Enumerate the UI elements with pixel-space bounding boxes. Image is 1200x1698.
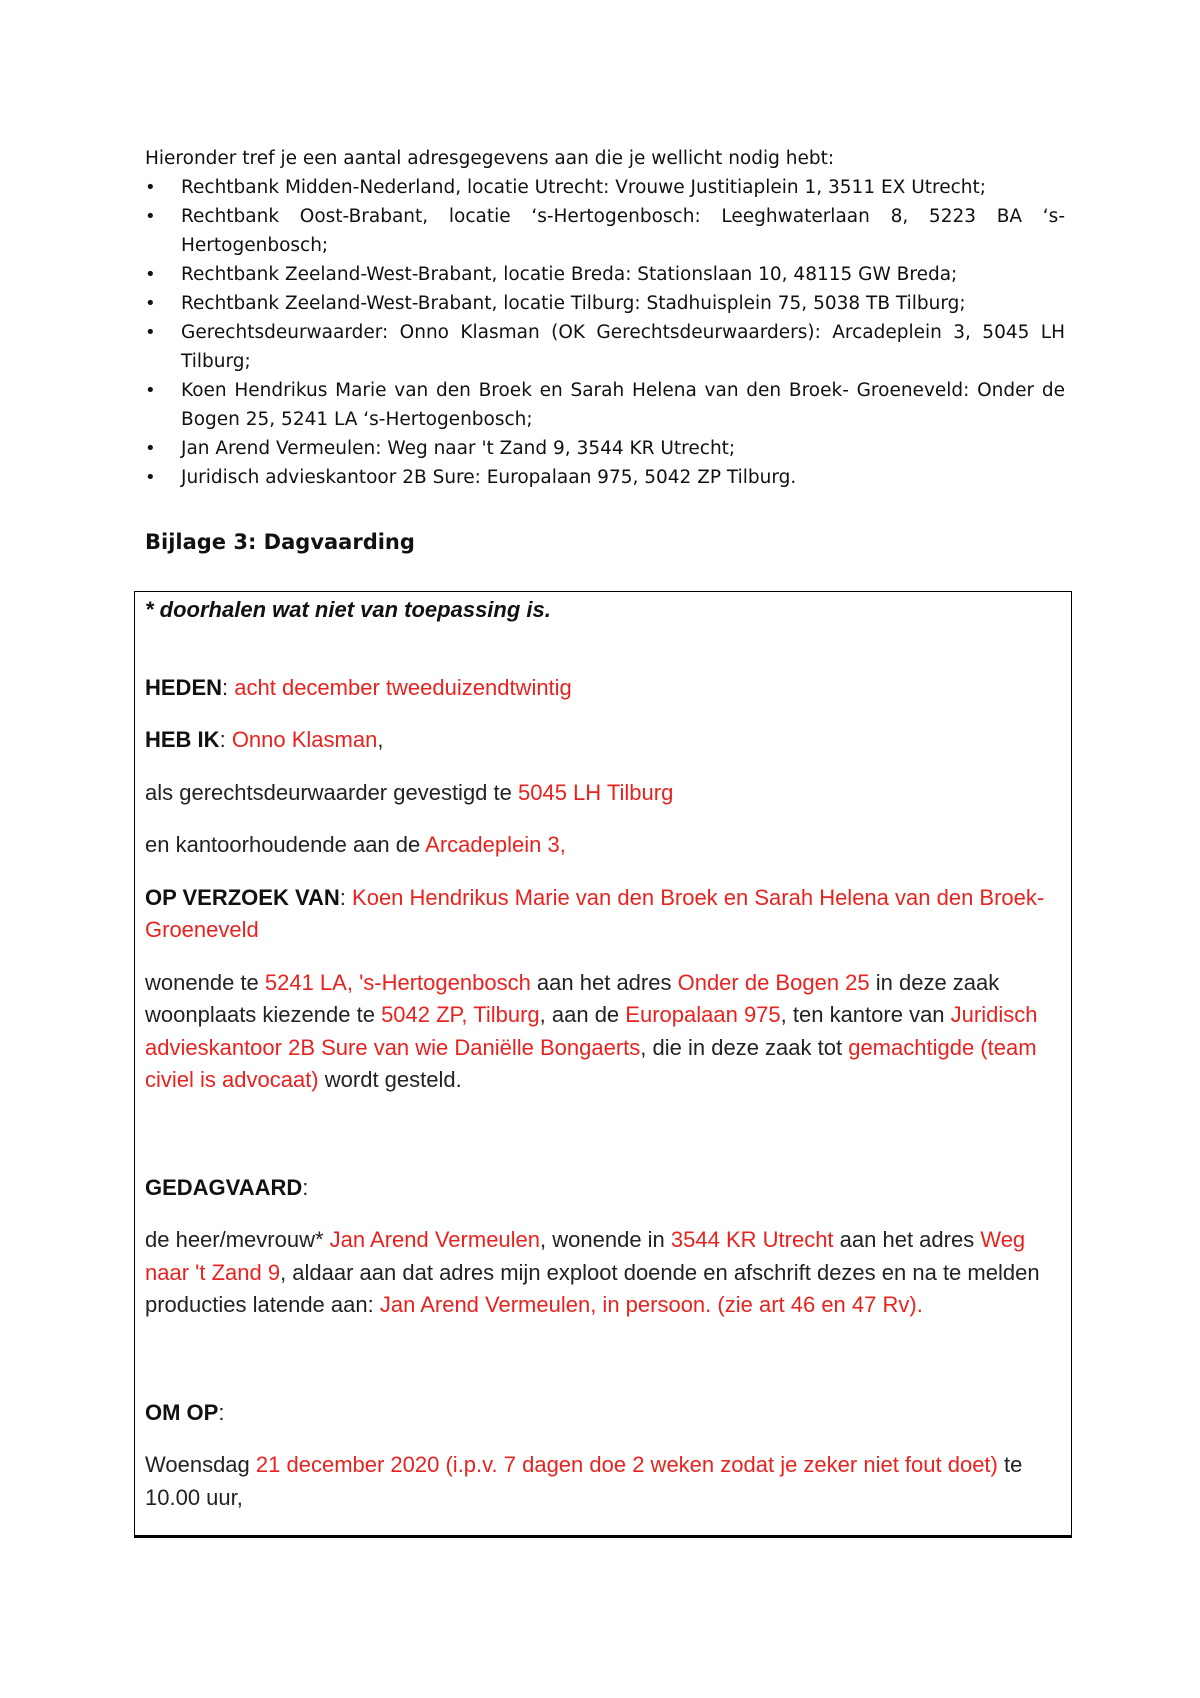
address-item: • Rechtbank Zeeland-West-Brabant, locatie Tilburg: Stadhuisplein 75, 5038 TB Tilburg; (145, 289, 1065, 318)
address-item: • Rechtbank Midden-Nederland, locatie Utrecht: Vrouwe Justitiaplein 1, 3511 EX Utrecht; (145, 173, 1065, 202)
kantoor-value: Arcadeplein 3, (425, 832, 566, 857)
dagvaarding-form (134, 591, 1072, 1538)
address-item: • Gerechtsdeurwaarder: Onno Klasman (OK Gerechtsdeurwaarders): Arcadeplein 3, 5045 LH Tilburg; (145, 318, 1065, 376)
address-item: • Rechtbank Zeeland-West-Brabant, locatie Breda: Stationslaan 10, 48115 GW Breda; (145, 260, 1065, 289)
hebik-value: Onno Klasman (231, 727, 378, 752)
wonende-paragraph: wonende te 5241 LA, 's-Hertogenbosch aan het adres Onder de Bogen 25 in deze zaak woonplaats kiezende te 5042 ZP, Tilburg, aan de Europalaan 975, ten kantore van Juridisch advieskantoor 2B Sure van wie Daniëlle Bongaerts, die in deze zaak tot gemachtigde (team civiel is advocaat) wordt gesteld. (145, 969, 1038, 1092)
bullet: • (145, 206, 156, 227)
address-list (145, 173, 1065, 492)
verzoek-value: Koen Hendrikus Marie van den Broek en Sarah Helena van den Broek- Groeneveld (145, 884, 1045, 942)
omop-label: OM OP (145, 1399, 219, 1425)
verzoek-line: OP VERZOEK VAN: Koen Hendrikus Marie van den Broek en Sarah Helena van den Broek- Groeneveld (145, 884, 1045, 942)
bullet: • (145, 177, 156, 198)
gevestigd-line: als gerechtsdeurwaarder gevestigd te 5045 LH Tilburg (145, 779, 674, 805)
heden-line: HEDEN: acht december tweeduizendtwintig (145, 674, 572, 700)
form-note: * doorhalen wat niet van toepassing is. (145, 597, 551, 622)
section-heading: Bijlage 3: Dagvaarding (145, 530, 415, 554)
hebik-label: HEB IK (145, 727, 220, 752)
gevestigd-value: 5045 LH Tilburg (518, 779, 674, 805)
address-section (145, 144, 1065, 492)
address-item: • Rechtbank Oost-Brabant, locatie ‘s-Hertogenbosch: Leeghwaterlaan 8, 5223 BA ‘s-Hertogenbosch; (145, 202, 1065, 260)
intro-text: Hieronder tref je een aantal adresgegevens aan die je wellicht nodig hebt: (145, 148, 835, 169)
gedagvaard-label: GEDAGVAARD (145, 1174, 303, 1200)
form-bottom-border (134, 1535, 1072, 1538)
bullet: • (145, 322, 156, 343)
address-item: • Jan Arend Vermeulen: Weg naar 't Zand 9, 3544 KR Utrecht; (145, 434, 1065, 463)
hebik-line: HEB IK: Onno Klasman, (145, 727, 384, 752)
verzoek-label: OP VERZOEK VAN (145, 884, 340, 910)
gedagvaard-paragraph: de heer/mevrouw* Jan Arend Vermeulen, wonende in 3544 KR Utrecht aan het adres Weg naar 't Zand 9, aldaar aan dat adres mijn exploot doende en afschrift dezes en na te melden producties latende aan: Jan Arend Vermeulen, in persoon. (zie art 46 en 47 Rv). (145, 1227, 1040, 1317)
omop-paragraph: Woensdag 21 december 2020 (i.p.v. 7 dagen doe 2 weken zodat je zeker niet fout doet) te 10.00 uur, (145, 1452, 1023, 1510)
bullet: • (145, 264, 156, 285)
heden-label: HEDEN (145, 674, 223, 700)
address-item: • Koen Hendrikus Marie van den Broek en Sarah Helena van den Broek- Groeneveld: Onder de Bogen 25, 5241 LA ‘s-Hertogenbosch; (145, 376, 1065, 434)
bullet: • (145, 293, 156, 314)
form-content (145, 592, 1060, 1514)
heden-value: acht december tweeduizendtwintig (234, 674, 572, 700)
gedagvaard-line: GEDAGVAARD: (145, 1174, 309, 1200)
bullet: • (145, 380, 156, 401)
kantoor-line: en kantoorhoudende aan de Arcadeplein 3, (145, 832, 566, 857)
omop-line: OM OP: (145, 1399, 225, 1425)
address-item: • Juridisch advieskantoor 2B Sure: Europalaan 975, 5042 ZP Tilburg. (145, 463, 1065, 492)
bullet: • (145, 438, 156, 459)
bullet: • (145, 467, 156, 488)
